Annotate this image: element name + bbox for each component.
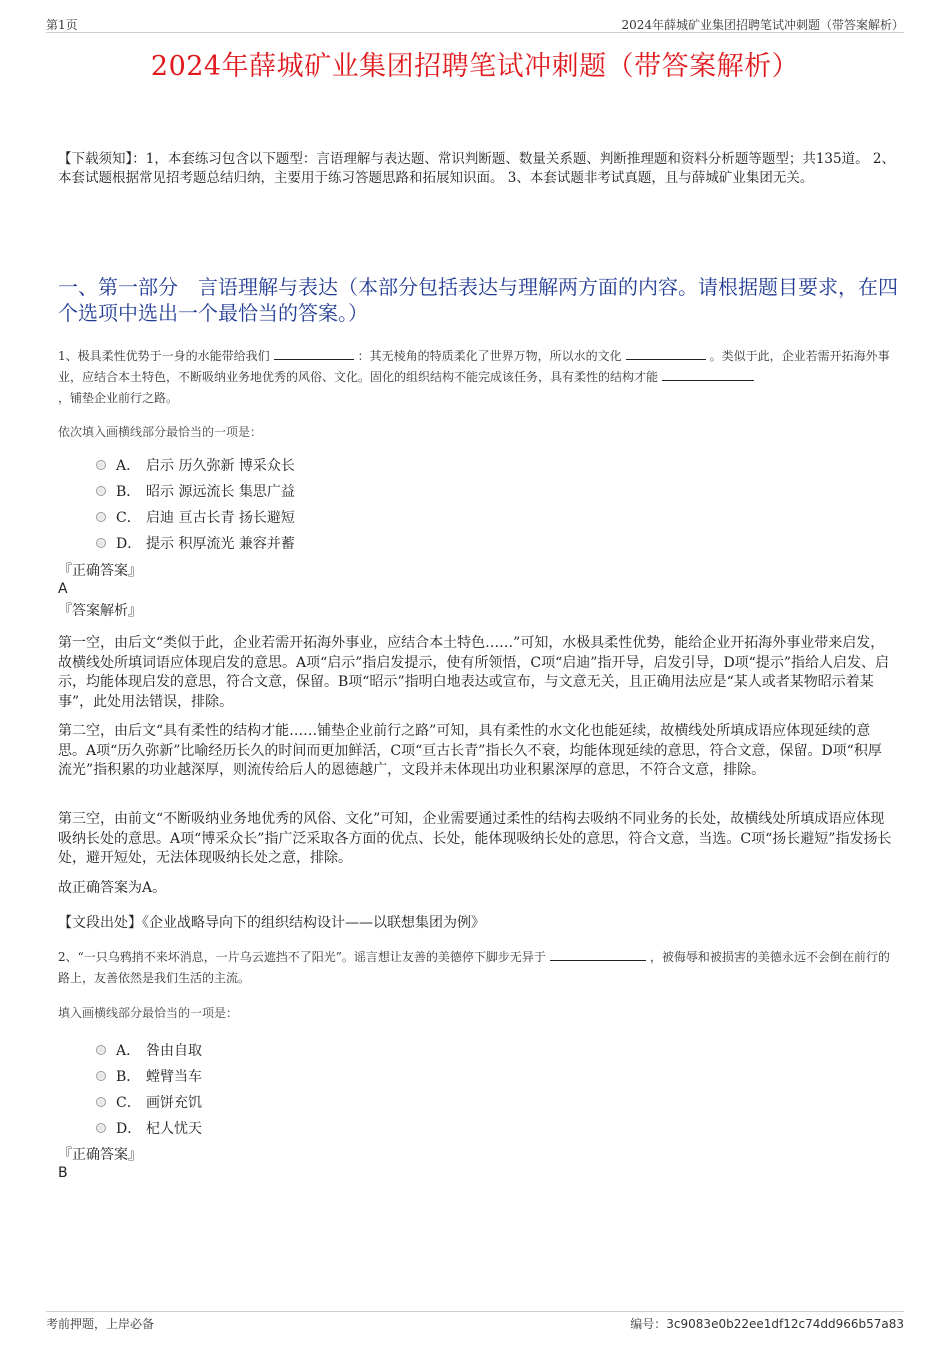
option-b[interactable]: B． 螳臂当车: [96, 1063, 202, 1089]
header-doc-title: 2024年薛城矿业集团招聘笔试冲刺题（带答案解析）: [621, 18, 904, 32]
answer-blank: [662, 369, 754, 381]
download-notice: 【下载须知】：1，本套练习包含以下题型：言语理解与表达题、常识判断题、数量关系题、判断推理题和资料分析题等题型；共135道。 2、本套试题根据常见招考题总结归纳，主要用于练习答题思路和拓展知识面。 3、本套试题非考试真题，且与薛城矿业集团无关。: [58, 151, 895, 186]
option-b[interactable]: B． 昭示 源远流长 集思广益: [96, 478, 295, 504]
answer-blank: [550, 949, 646, 961]
analysis-paragraph-1: 第一空，由后文“类似于此，企业若需开拓海外事业，应结合本土特色……”可知，水极具柔性优势，能给企业开拓海外事业带来启发，故横线处所填词语应体现启发的意思。A项“启示”指启发提示，使有所领悟，C项“启迪”指开导，启发引导，D项“提示”指给人启发、启示，均能体现启发的意思，符合文意，保留。B项“昭示”指明白地表达或宣布，与文意无关，且正确用法应是“某人或者某物昭示着某事”，此处用法错误，排除。: [58, 635, 889, 710]
section-heading: 一、第一部分 言语理解与表达（本部分包括表达与理解两方面的内容。请根据题目要求，在四个选项中选出一个最恰当的答案。）: [58, 275, 898, 325]
radio-button-icon[interactable]: [96, 1097, 106, 1107]
radio-button-icon[interactable]: [96, 538, 106, 548]
footer-divider: [46, 1311, 904, 1312]
analysis-paragraph-3: 第三空，由前文“不断吸纳业务地优秀的风俗、文化”可知，企业需要通过柔性的结构去吸纳不同业务的长处，故横线处所填成语应体现吸纳长处的意思。A项“博采众长”指广泛采取各方面的优点、长处，能体现吸纳长处的意思，符合文意，当选。C项“扬长避短”指发扬长处，避开短处，无法体现吸纳长处之意，排除。: [58, 811, 892, 866]
radio-button-icon[interactable]: [96, 512, 106, 522]
source-citation: 【文段出处】《企业战略导向下的组织结构设计——以联想集团为例》: [58, 915, 485, 931]
analysis-label: 『答案解析』: [58, 603, 142, 619]
option-c[interactable]: C． 画饼充饥: [96, 1089, 202, 1115]
correct-answer: A: [58, 581, 68, 597]
page-number: 第1页: [46, 18, 78, 32]
option-a[interactable]: A． 咎由自取: [96, 1037, 202, 1063]
analysis-paragraph-2: 第二空，由后文“具有柔性的结构才能……铺垫企业前行之路”可知，具有柔性的水文化也能延续，故横线处所填成语应体现延续的意思。A项“历久弥新”比喻经历长久的时间而更加鲜活，C项“亘古长青”指长久不衰，均能体现延续的意思，符合文意，保留。D项“积厚流光”指积累的功业越深厚，则流传给后人的恩德越广，文段并未体现出功业积累深厚的意思，不符合文意，排除。: [58, 723, 882, 778]
radio-button-icon[interactable]: [96, 1123, 106, 1133]
option-d[interactable]: D． 提示 积厚流光 兼容并蓄: [96, 530, 295, 556]
option-d[interactable]: D． 杞人忧天: [96, 1115, 202, 1141]
question-2-options: [96, 1037, 202, 1141]
radio-button-icon[interactable]: [96, 1071, 106, 1081]
radio-button-icon[interactable]: [96, 486, 106, 496]
page-header: [46, 14, 904, 33]
question-2-text: 2、“一只乌鸦捎不来坏消息，一片乌云遮挡不了阳光”。谣言想让友善的美德停下脚步无异于 ，被侮辱和被损害的美德永远不会倒在前行的路上，友善依然是我们生活的主流。: [58, 950, 890, 985]
option-a[interactable]: A． 启示 历久弥新 博采众长: [96, 452, 295, 478]
answer-blank: [626, 348, 706, 360]
correct-answer-label: 『正确答案』: [58, 1147, 142, 1163]
question-1-text: 1、极具柔性优势于一身的水能带给我们 ：其无棱角的特质柔化了世界万物，所以水的文化 。类似于此，企业若需开拓海外事业，应结合本土特色，不断吸纳业务地优秀的风俗、文化。固化的组织结构不能完成该任务，具有柔性的结构才能 ，铺垫企业前行之路。: [58, 349, 890, 405]
question-1-options: [96, 452, 295, 556]
answer-blank: [274, 348, 354, 360]
question-1-prompt: 依次填入画横线部分最恰当的一项是：: [58, 425, 263, 439]
radio-button-icon[interactable]: [96, 1045, 106, 1055]
question-2-prompt: 填入画横线部分最恰当的一项是：: [58, 1006, 239, 1020]
correct-answer: B: [58, 1165, 68, 1181]
radio-button-icon[interactable]: [96, 460, 106, 470]
footer-slogan: 考前押题，上岸必备: [46, 1317, 155, 1331]
page-title: 2024年薛城矿业集团招聘笔试冲刺题（带答案解析）: [150, 51, 800, 82]
option-c[interactable]: C． 启迪 亘古长青 扬长避短: [96, 504, 295, 530]
analysis-conclusion: 故正确答案为A。: [58, 880, 167, 896]
correct-answer-label: 『正确答案』: [58, 563, 142, 579]
footer-code: 编号：3c9083e0b22ee1df12c74dd966b57a83: [630, 1317, 904, 1331]
